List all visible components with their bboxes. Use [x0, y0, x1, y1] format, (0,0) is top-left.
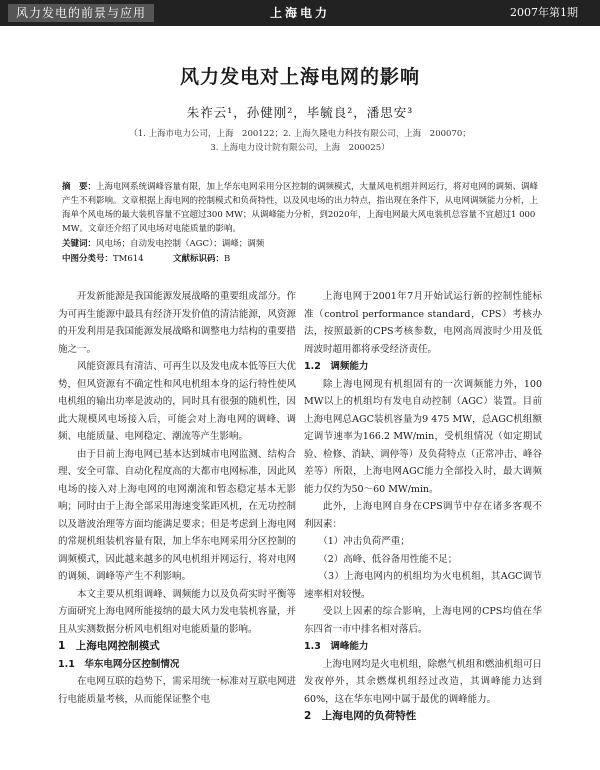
paragraph: 本文主要从机组调峰、调频能力以及负荷实时平衡等方面研究上海电网所能接纳的最大风力发电装机容量，并且从实测数据分析风电机组对电能质量的影响。	[58, 588, 296, 635]
paragraph: 上海电网均是火电机组，除燃气机组和燃油机组可日发夜停外，其余燃煤机组经过改造，其调峰能力达到60%，这在华东电网中属于最优的调峰能力。	[304, 658, 542, 705]
keywords-label: 关键词：	[62, 239, 97, 249]
class-code: TM614	[113, 254, 144, 264]
section-heading-1: 1 上海电网控制模式	[58, 640, 160, 652]
subsection-heading-1-2: 1.2 调频能力	[304, 361, 369, 372]
affiliation-line-2: 3. 上海电力设计院有限公司，上海 200025）	[210, 143, 390, 153]
subsection-heading-1-3: 1.3 调峰能力	[304, 641, 369, 652]
affiliation-line-1: （1. 上海市电力公司，上海 200122；2. 上海久隆电力科技有限公司，上海 200070；	[129, 129, 471, 139]
subsection-heading-1-1: 1.1 华东电网分区控制情况	[58, 658, 180, 670]
list-item: （3）上海电网内的机组均为火电机组，其AGC调节速率相对较慢。	[304, 571, 542, 600]
paragraph: 开发新能源是我国能源发展战略的重要组成部分。作为可再生能源中最具有经济开发价值的清洁能源，风资源的开发利用是我国能源发展战略和调整电力结构的重要措施之一。	[58, 291, 296, 355]
section-tag: 风力发电的前景与应用	[8, 4, 154, 22]
author-list: 朱祚云¹，孙健刚²，毕毓良²，潘思安³	[186, 105, 414, 120]
abstract-text: 上海电网系统调峰容量有限，加上华东电网采用分区控制的调频模式，大量风电机组并网运行，将对电网的调频、调峰产生不利影响。文章根据上海电网的控制模式和负荷特性，以及风电场的出力特点，指出现在条件下，从电网调频能力分析，上海单个风电场的最大装机容量不宜超过300 MW；从调峰能力分析，到2020年，上海电网最大风电装机总容量不宜超过1 000 MW。文章还介绍了风电场对电能质量的影响。	[62, 182, 539, 234]
list-item: （1）冲击负荷严重；	[318, 536, 410, 547]
paragraph: 风能资源具有清洁、可再生以及发电成本低等巨大优势，但风资源有不确定性和风电机组本身的运行特性使风电机组的输出功率是波动的，同时具有很强的随机性，因此大规模风电场接入后，可能会对上海电网的调峰、调频、电能质量、电网稳定、潮流等产生影响。	[58, 361, 296, 442]
paragraph: 受以上因素的综合影响，上海电网的CPS均值在华东四省一市中排名相对落后。	[304, 606, 542, 635]
paragraph: 由于目前上海电网已基本达到城市电网监测、结构合理、安全可靠、自动化程度高的大都市电网标准，因此风电场的接入对上海电网的电网潮流和暂态稳定基本无影响；同时由于上海全部采用海速变桨距风机，在无功控制以及谐波治理等方面均能满足要求；但是考虑到上海电网的常规机组装机容量有限，加上华东电网采用分区控制的调频模式，因此越来越多的风电机组并网运行，将对电网的调频、调峰等产生不利影响。	[58, 448, 296, 582]
section-heading-2: 2 上海电网的负荷特性	[304, 710, 417, 722]
paragraph: 此外，上海电网自身在CPS调节中存在诸多客观不利因素：	[304, 501, 542, 530]
doc-code-label: 文献标识码：	[173, 254, 225, 264]
keywords	[62, 238, 542, 251]
right-column	[304, 288, 542, 726]
article-title: 风力发电对上海电网的影响	[179, 66, 420, 88]
journal-header-band	[0, 0, 600, 26]
keywords-text: 风电场；自动发电控制（AGC）；调峰；调频	[96, 239, 265, 249]
abstract-label: 摘 要：	[62, 182, 97, 192]
paragraph: 上海电网于2001年7月开始试运行新的控制性能标准（control performance standard，CPS）考核办法，按照最新的CPS考核参数，电网高周波时少用及低周波时超用都将承受经济责任。	[304, 291, 542, 355]
paragraph: 在电网互联的趋势下，需采用统一标准对互联电网进行电能质量考核，从而能保证整个电	[58, 676, 296, 705]
doc-code: B	[224, 254, 231, 264]
journal-name: 上海电力	[269, 6, 330, 20]
abstract	[62, 180, 542, 236]
classification	[62, 253, 542, 266]
left-column	[58, 288, 296, 708]
issue-label: 2007年第1期	[510, 6, 578, 19]
list-item: （2）高峰、低谷备用性能不足；	[318, 553, 458, 565]
class-label: 中图分类号：	[62, 254, 114, 264]
paragraph: 除上海电网现有机组固有的一次调频能力外，100 MW以上的机组均有发电自动控制（AGC）装置。目前上海电网总AGC装机容量为9 475 MW，总AGC机组额定调节速率为166.2 MW/min，受机组情况（如定期试验、检修、消缺、调停等）及负荷特点（正常冲击、峰谷差等）所限，上海电网AGC能力全部投入时，最大调频能力仅约为50～60 MW/min。	[304, 378, 542, 495]
